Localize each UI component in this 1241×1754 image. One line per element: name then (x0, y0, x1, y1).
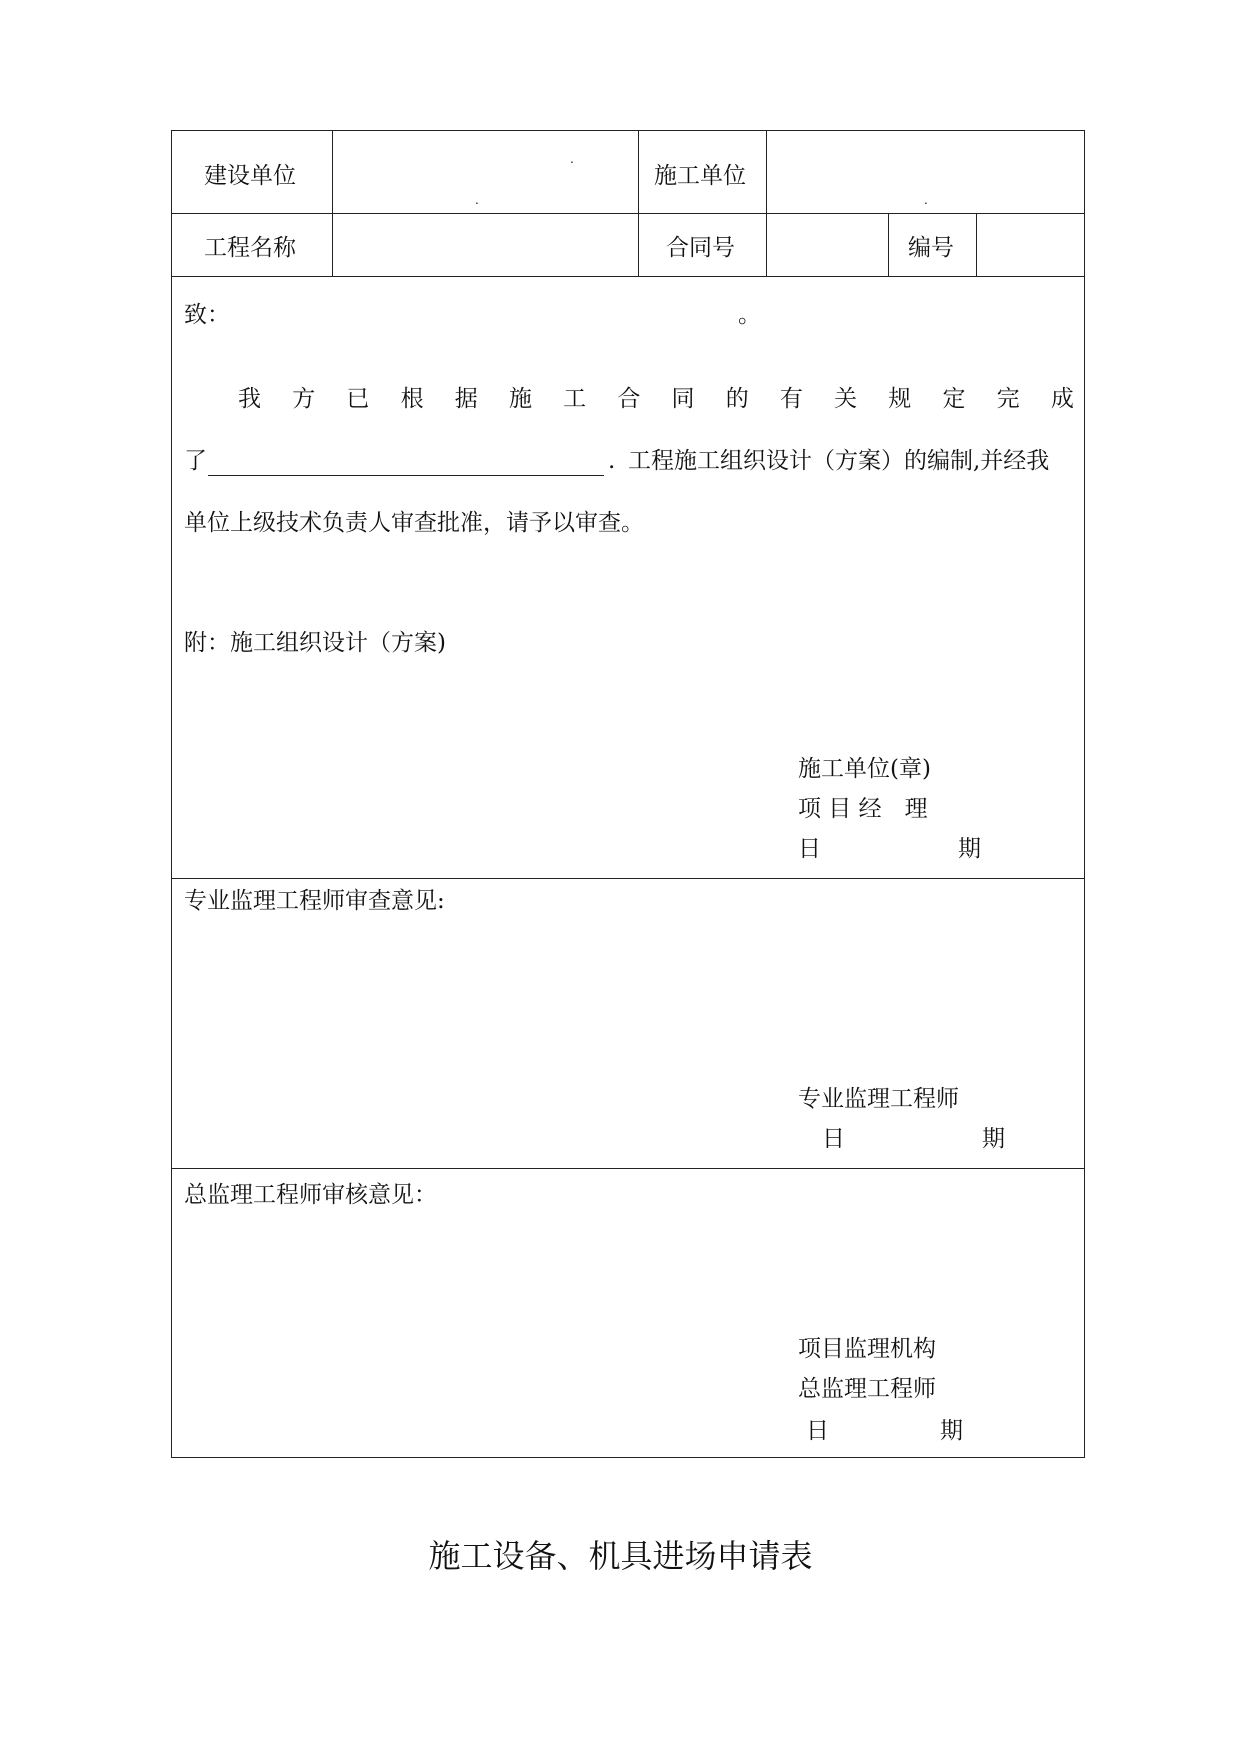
to-mark: 。 (738, 302, 761, 328)
chief-review-org: 项目监理机构 (798, 1336, 936, 1362)
para-char: 施 (508, 386, 532, 412)
row-divider-4 (172, 1168, 1084, 1169)
para-char: 已 (346, 386, 370, 412)
para-char: 根 (400, 386, 424, 412)
para-line-2-dot: . (608, 448, 616, 474)
review-date-day: 日 (822, 1126, 845, 1152)
contract-no-label: 合同号 (666, 235, 735, 261)
para-line-2-suffix: 工程施工组织设计（方案）的编制,并经我 (628, 448, 1050, 474)
signature-date-period: 期 (958, 836, 981, 862)
to-label: 致： (184, 302, 230, 328)
para-line-3: 单位上级技术负责人审查批准，请予以审查。 (184, 510, 644, 536)
stray-mark: . (475, 193, 479, 207)
para-line-2-prefix: 了 (184, 448, 207, 474)
stray-mark: . (570, 152, 574, 166)
para-char: 有 (779, 386, 803, 412)
para-char: 据 (454, 386, 478, 412)
para-char: 合 (617, 386, 641, 412)
chief-review-signer: 总监理工程师 (798, 1376, 936, 1402)
col-divider-1 (332, 131, 333, 276)
para-char: 我 (238, 386, 261, 412)
builder-unit-label: 施工单位 (654, 163, 746, 189)
chief-review-title: 总监理工程师审核意见： (184, 1182, 437, 1208)
chief-review-date-day: 日 (806, 1418, 829, 1444)
serial-no-label: 编号 (908, 235, 954, 261)
chief-review-date-period: 期 (940, 1418, 963, 1444)
para-char: 定 (942, 386, 966, 412)
para-char: 关 (834, 386, 858, 412)
signature-manager: 项 目 经 理 (798, 796, 928, 822)
para-char: 的 (725, 386, 749, 412)
project-name-blank (208, 475, 604, 476)
para-char: 规 (888, 386, 912, 412)
next-form-title: 施工设备、机具进场申请表 (428, 1537, 813, 1575)
row-divider-3 (172, 878, 1084, 879)
stray-mark: . (924, 193, 928, 207)
project-name-label: 工程名称 (204, 235, 296, 261)
review-date-period: 期 (982, 1126, 1005, 1152)
signature-date-day: 日 (798, 836, 821, 862)
attachment-note: 附：施工组织设计（方案) (184, 630, 446, 656)
col-divider-3 (766, 131, 767, 276)
para-char: 工 (563, 386, 587, 412)
para-char: 同 (671, 386, 695, 412)
review-title: 专业监理工程师审查意见: (184, 888, 445, 914)
col-divider-2 (638, 131, 639, 276)
para-char: 成 (1050, 386, 1074, 412)
construction-unit-label: 建设单位 (204, 163, 296, 189)
application-paragraph-line-1 (184, 385, 1074, 413)
row-divider-1 (172, 213, 1084, 214)
approval-form (171, 130, 1085, 1458)
col-divider-5 (976, 213, 977, 276)
para-char: 完 (996, 386, 1020, 412)
review-signer: 专业监理工程师 (798, 1086, 959, 1112)
para-char: 方 (292, 386, 316, 412)
row-divider-2 (172, 276, 1084, 277)
signature-unit: 施工单位(章) (798, 756, 931, 782)
col-divider-4 (888, 213, 889, 276)
